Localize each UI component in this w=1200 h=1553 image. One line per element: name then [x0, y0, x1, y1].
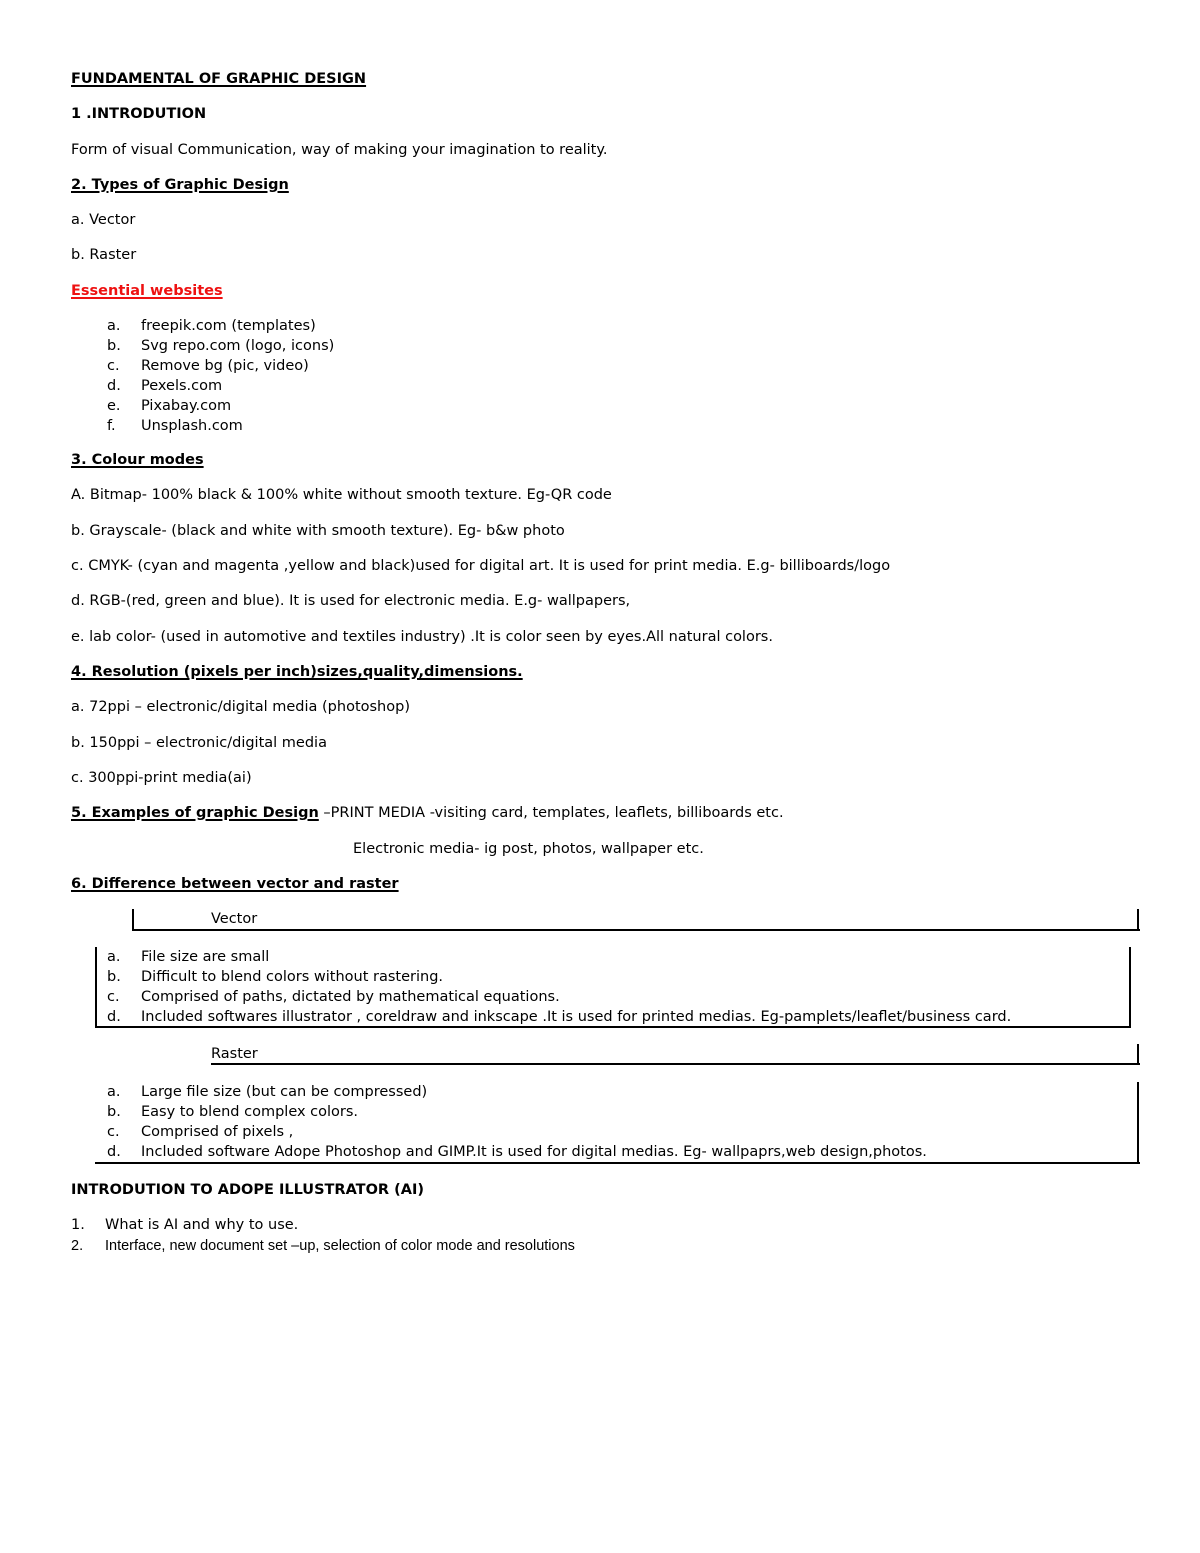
- section-2-heading: 2. Types of Graphic Design: [71, 177, 289, 193]
- resolution-300: c. 300ppi-print media(ai): [71, 770, 252, 786]
- list-text: Comprised of pixels ,: [141, 1124, 294, 1140]
- vector-box-right-edge: [1129, 947, 1131, 1028]
- ai-heading: INTRODUTION TO ADOPE ILLUSTRATOR (AI): [71, 1182, 424, 1198]
- list-marker: d.: [107, 378, 121, 394]
- colour-mode-cmyk: c. CMYK- (cyan and magenta ,yellow and black)used for digital art. It is used for print media. E.g- billiboards/logo: [71, 558, 891, 574]
- list-marker: c.: [107, 1124, 120, 1140]
- section-5-heading: 5. Examples of graphic Design: [71, 805, 319, 821]
- list-marker: a.: [107, 1084, 121, 1100]
- list-text: freepik.com (templates): [141, 318, 316, 334]
- vector-header-left-edge: [132, 909, 134, 931]
- raster-header-rule: [211, 1063, 1140, 1065]
- list-text: Difficult to blend colors without rastering.: [141, 969, 444, 985]
- list-text: Included softwares illustrator , coreldraw and inkscape .It is used for printed medias. Eg-pamplets/leaflet/business card.: [141, 1009, 1012, 1025]
- list-marker: d.: [107, 1144, 121, 1160]
- list-marker: a.: [107, 949, 121, 965]
- section-1-heading: 1 .INTRODUTION: [71, 106, 207, 122]
- list-text: Comprised of paths, dictated by mathematical equations.: [141, 989, 560, 1005]
- electronic-media-text: Electronic media- ig post, photos, wallpaper etc.: [353, 841, 704, 857]
- list-text: Included software Adope Photoshop and GIMP.It is used for digital medias. Eg- wallpaprs,web design,photos.: [141, 1144, 927, 1160]
- list-marker: 2.: [71, 1238, 84, 1254]
- vector-header-right-edge: [1137, 909, 1139, 931]
- document-title: FUNDAMENTAL OF GRAPHIC DESIGN: [71, 71, 367, 87]
- list-marker: a.: [107, 318, 121, 334]
- vector-box-left-edge: [95, 947, 97, 1028]
- section-1-text: Form of visual Communication, way of making your imagination to reality.: [71, 142, 608, 158]
- list-text: Pexels.com: [141, 378, 223, 394]
- raster-header-right-edge: [1137, 1044, 1139, 1065]
- list-text: Large file size (but can be compressed): [141, 1084, 428, 1100]
- websites-heading: Essential websites: [71, 283, 223, 299]
- colour-mode-lab: e. lab color- (used in automotive and textiles industry) .It is color seen by eyes.All natural colors.: [71, 629, 773, 645]
- list-marker: d.: [107, 1009, 121, 1025]
- list-marker: c.: [107, 989, 120, 1005]
- raster-box-bottom-rule: [95, 1162, 1140, 1164]
- section-3-heading: 3. Colour modes: [71, 452, 204, 468]
- list-marker: 1.: [71, 1217, 85, 1233]
- list-text: Interface, new document set –up, selection of color mode and resolutions: [105, 1238, 575, 1254]
- vector-header-rule: [132, 929, 1140, 931]
- section-4-heading: 4. Resolution (pixels per inch)sizes,quality,dimensions.: [71, 664, 523, 680]
- raster-box-right-edge: [1137, 1082, 1139, 1164]
- raster-label: Raster: [211, 1046, 258, 1062]
- list-text: Remove bg (pic, video): [141, 358, 309, 374]
- list-text: Svg repo.com (logo, icons): [141, 338, 335, 354]
- list-marker: c.: [107, 358, 120, 374]
- section-6-heading: 6. Difference between vector and raster: [71, 876, 399, 892]
- colour-mode-rgb: d. RGB-(red, green and blue). It is used for electronic media. E.g- wallpapers,: [71, 593, 631, 609]
- vector-label: Vector: [211, 911, 258, 927]
- list-marker: f.: [107, 418, 116, 434]
- list-text: Easy to blend complex colors.: [141, 1104, 359, 1120]
- list-text: What is AI and why to use.: [105, 1217, 299, 1233]
- colour-mode-grayscale: b. Grayscale- (black and white with smooth texture). Eg- b&w photo: [71, 523, 565, 539]
- list-marker: b.: [107, 1104, 121, 1120]
- list-text: File size are small: [141, 949, 270, 965]
- colour-mode-bitmap: A. Bitmap- 100% black & 100% white without smooth texture. Eg-QR code: [71, 487, 612, 503]
- type-raster: b. Raster: [71, 247, 137, 263]
- list-text: Pixabay.com: [141, 398, 232, 414]
- type-vector: a. Vector: [71, 212, 136, 228]
- section-5-line: [71, 803, 784, 823]
- print-media-text: –PRINT MEDIA -visiting card, templates, leaflets, billiboards etc.: [318, 805, 784, 821]
- resolution-150: b. 150ppi – electronic/digital media: [71, 735, 327, 751]
- list-marker: e.: [107, 398, 121, 414]
- list-marker: b.: [107, 969, 121, 985]
- resolution-72: a. 72ppi – electronic/digital media (photoshop): [71, 699, 410, 715]
- list-text: Unsplash.com: [141, 418, 243, 434]
- list-marker: b.: [107, 338, 121, 354]
